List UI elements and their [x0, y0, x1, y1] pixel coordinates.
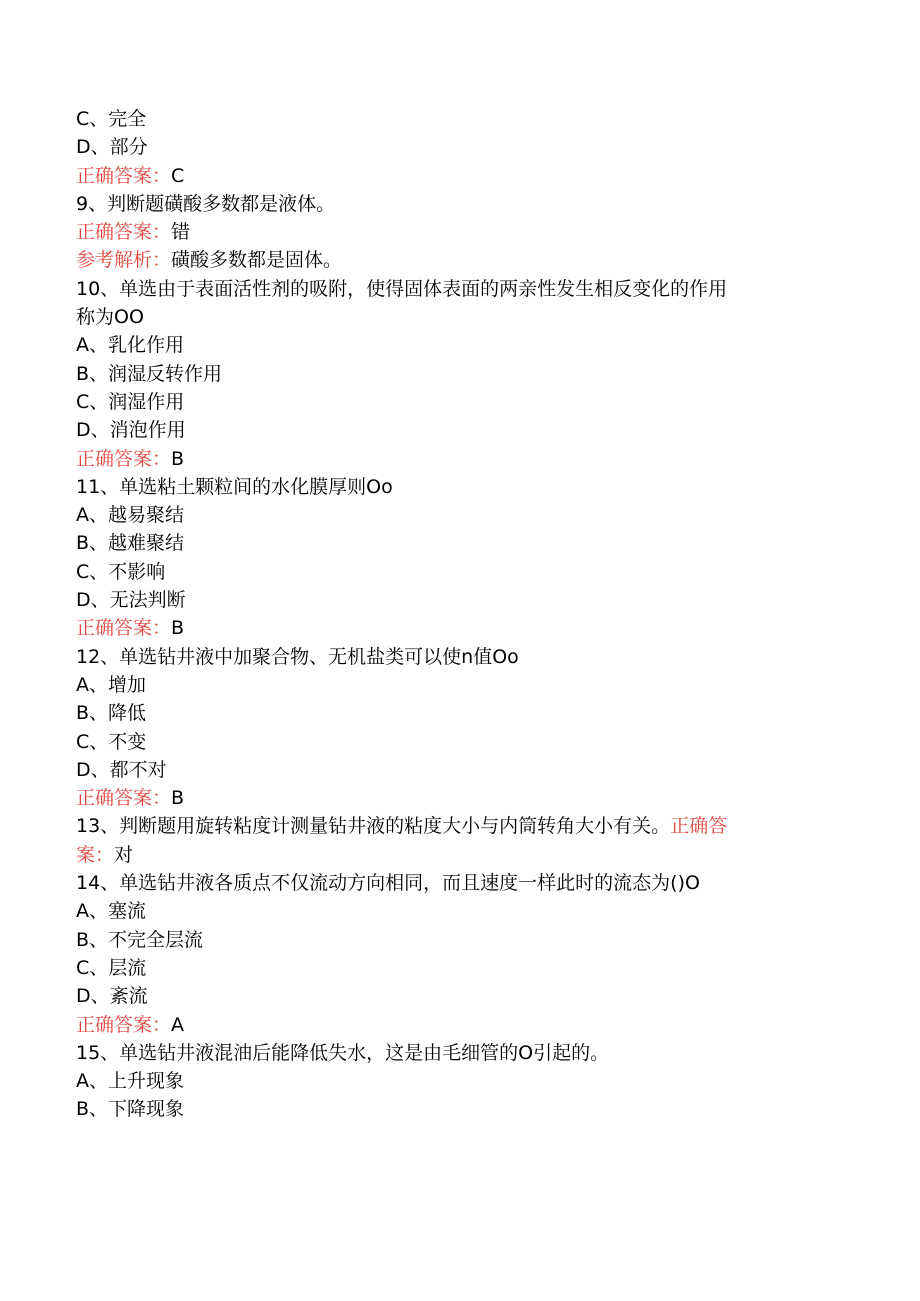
- option-c: C、润湿作用: [76, 390, 185, 413]
- answer-line: [76, 445, 820, 473]
- explanation-label: 参考解析：: [76, 249, 172, 272]
- answer-label: 正确答案：: [76, 1013, 172, 1036]
- answer-label: 正确答案：: [76, 447, 172, 470]
- answer-value: B: [171, 787, 185, 810]
- answer-line: [76, 614, 820, 642]
- answer-value: B: [171, 447, 185, 470]
- answer-value: 对: [114, 843, 134, 866]
- option-a: A、增加: [76, 673, 146, 696]
- answer-line: [76, 784, 820, 812]
- question-11: 11、单选粘土颗粒间的水化膜厚则Oo: [76, 475, 393, 498]
- option-a: A、越易聚结: [76, 504, 184, 527]
- answer-label: 正确答案：: [76, 787, 172, 810]
- option-b: B、润湿反转作用: [76, 362, 223, 385]
- answer-line: [76, 218, 820, 246]
- answer-value: A: [171, 1013, 185, 1036]
- option-c: C、不变: [76, 730, 147, 753]
- answer-label-part1: 正确答: [670, 815, 728, 838]
- option-c: C、不影响: [76, 560, 166, 583]
- answer-label: 正确答案：: [76, 164, 172, 187]
- option-d: D、部分: [76, 136, 148, 159]
- explanation-value: 磺酸多数都是固体。: [171, 249, 343, 272]
- answer-line: [76, 841, 820, 869]
- option-b: B、不完全层流: [76, 928, 204, 951]
- answer-value: 错: [171, 221, 191, 244]
- option-b: B、降低: [76, 702, 147, 725]
- option-a: A、上升现象: [76, 1070, 184, 1093]
- answer-label-part2: 案：: [76, 843, 115, 866]
- option-a: A、乳化作用: [76, 334, 184, 357]
- answer-label: 正确答案：: [76, 617, 172, 640]
- question-13: [76, 812, 820, 840]
- question-13-text: 13、判断题用旋转粘度计测量钻井液的粘度大小与内筒转角大小有关。: [76, 815, 671, 838]
- answer-line: [76, 1011, 820, 1039]
- question-10: 10、单选由于表面活性剂的吸附，使得固体表面的两亲性发生相反变化的作用: [76, 277, 728, 300]
- option-a: A、塞流: [76, 900, 146, 923]
- option-d: D、紊流: [76, 985, 148, 1008]
- option-d: D、都不对: [76, 758, 167, 781]
- answer-value: B: [171, 617, 185, 640]
- document-page: [76, 105, 820, 1124]
- question-14: 14、单选钻井液各质点不仅流动方向相同，而且速度一样此时的流态为()O: [76, 872, 700, 895]
- explanation-line: [76, 246, 820, 274]
- question-12: 12、单选钻井液中加聚合物、无机盐类可以使n值Oo: [76, 645, 519, 668]
- question-15: 15、单选钻井液混油后能降低失水，这是由毛细管的O引起的。: [76, 1041, 610, 1064]
- option-d: D、无法判断: [76, 589, 186, 612]
- question-10-continued: 称为OO: [76, 306, 144, 329]
- answer-value: C: [171, 164, 185, 187]
- option-d: D、消泡作用: [76, 419, 186, 442]
- option-b: B、越难聚结: [76, 532, 185, 555]
- option-b: B、下降现象: [76, 1098, 185, 1121]
- option-c: C、层流: [76, 956, 147, 979]
- answer-label: 正确答案：: [76, 221, 172, 244]
- option-c: C、完全: [76, 108, 147, 130]
- answer-line: [76, 162, 820, 190]
- question-9: 9、判断题磺酸多数都是液体。: [76, 192, 336, 215]
